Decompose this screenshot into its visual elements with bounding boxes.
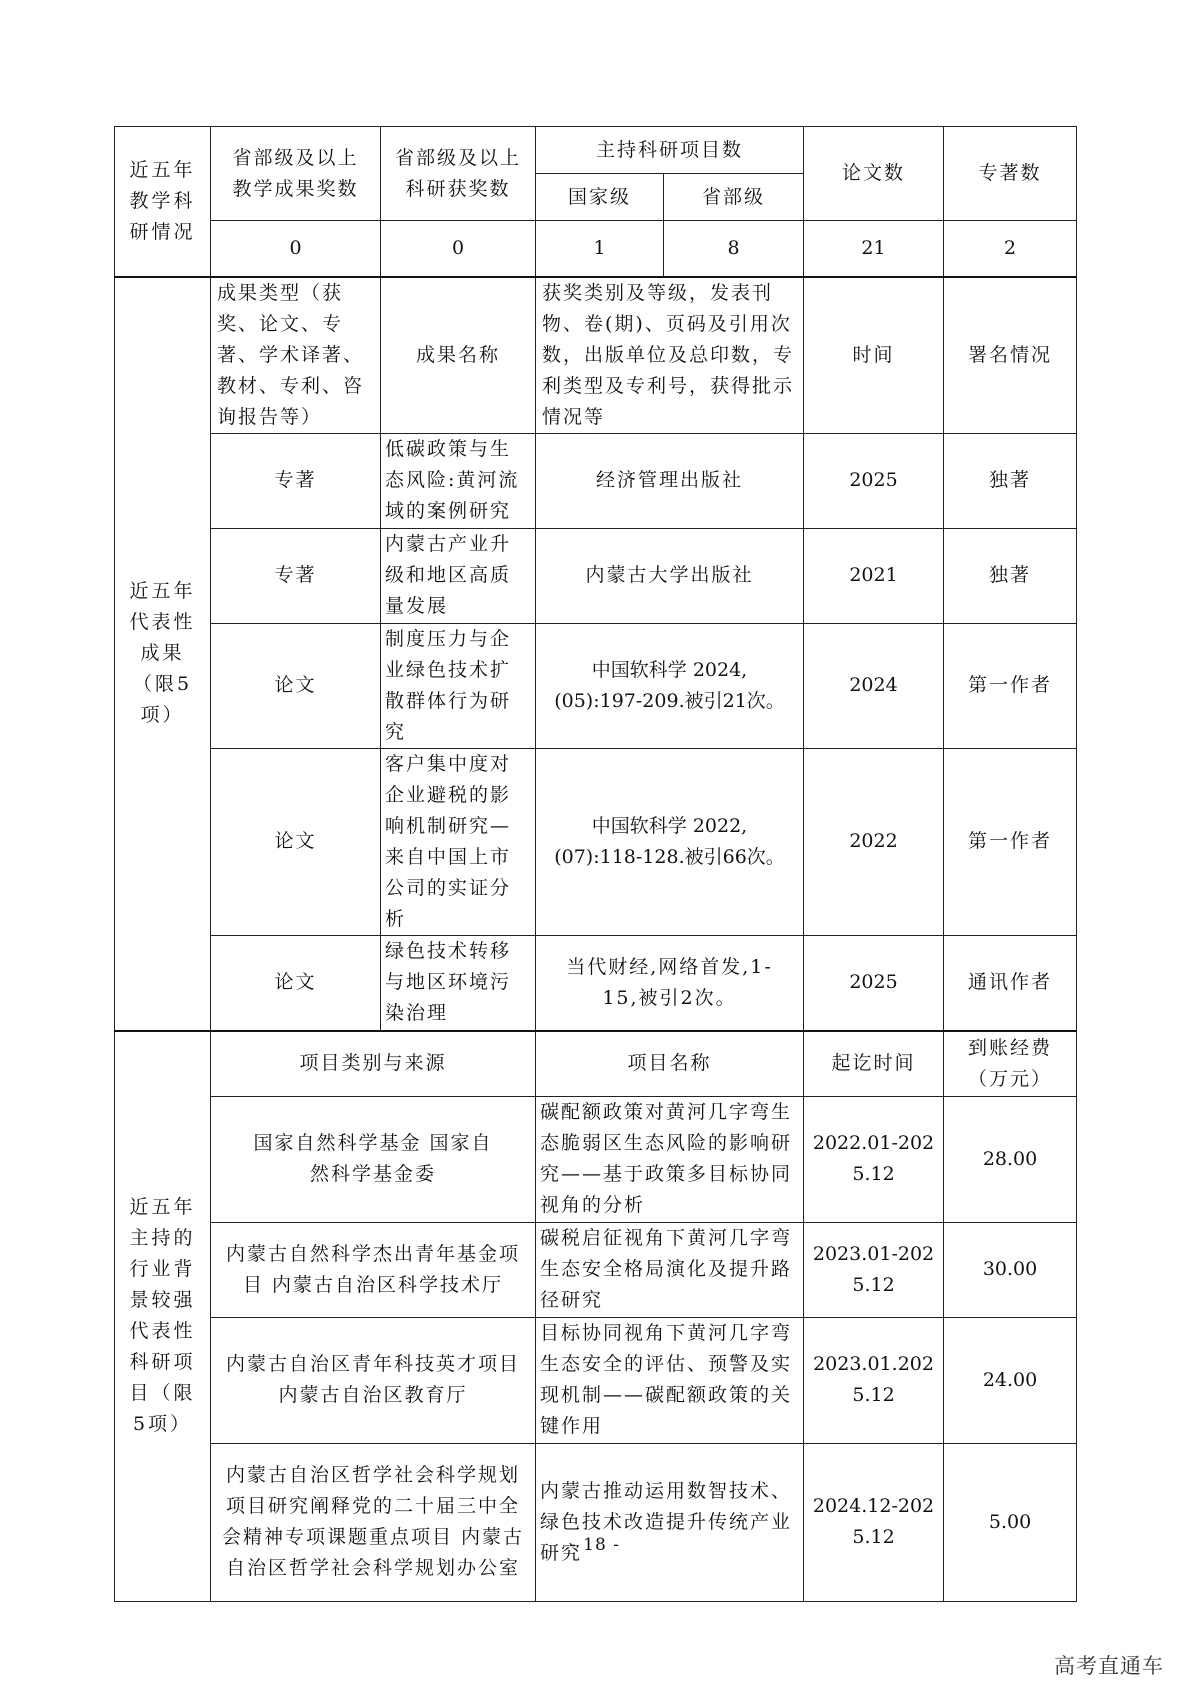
project-funding: 30.00 bbox=[944, 1222, 1077, 1317]
project-row bbox=[115, 1096, 1077, 1222]
achievement-detail: 中国软科学 2024,(05):197-209.被引21次。 bbox=[536, 623, 804, 748]
achievement-type-header: 成果类型（获奖、论文、专著、学术译著、教材、专利、咨询报告等） bbox=[211, 277, 381, 434]
project-funding: 28.00 bbox=[944, 1096, 1077, 1222]
project-name: 目标协同视角下黄河几字弯生态安全的评估、预警及实现机制——碳配额政策的关键作用 bbox=[536, 1317, 804, 1443]
achievement-row bbox=[115, 433, 1077, 528]
project-name-header: 项目名称 bbox=[536, 1031, 804, 1096]
achievement-time: 2025 bbox=[804, 935, 944, 1031]
achievement-detail: 内蒙古大学出版社 bbox=[536, 528, 804, 623]
national-header: 国家级 bbox=[536, 174, 664, 221]
achievement-authorship: 第一作者 bbox=[944, 623, 1077, 748]
project-row bbox=[115, 1443, 1077, 1601]
project-period: 2023.01-2025.12 bbox=[804, 1222, 944, 1317]
project-period: 2024.12-2025.12 bbox=[804, 1443, 944, 1601]
achievement-detail-header: 获奖类别及等级，发表刊物、卷(期)、页码及引用次数，出版单位及总印数，专利类型及专利号，获得批示情况等 bbox=[536, 277, 804, 434]
monographs-value: 2 bbox=[944, 221, 1077, 277]
achievement-name: 内蒙古产业升级和地区高质量发展 bbox=[381, 528, 536, 623]
monographs-header: 专著数 bbox=[944, 127, 1077, 221]
achievement-time: 2024 bbox=[804, 623, 944, 748]
achievements-row-label: 近五年代表性成果（限5项） bbox=[115, 277, 211, 1032]
project-name: 内蒙古推动运用数智技术、绿色技术改造提升传统产业研究 bbox=[536, 1443, 804, 1601]
achievement-detail: 经济管理出版社 bbox=[536, 433, 804, 528]
teaching-awards-header: 省部级及以上教学成果奖数 bbox=[211, 127, 381, 221]
project-period-header: 起讫时间 bbox=[804, 1031, 944, 1096]
project-category: 国家自然科学基金 国家自然科学基金委 bbox=[211, 1096, 536, 1222]
achievement-time: 2021 bbox=[804, 528, 944, 623]
project-row bbox=[115, 1222, 1077, 1317]
project-period: 2023.01.2025.12 bbox=[804, 1317, 944, 1443]
achievement-type: 论文 bbox=[211, 748, 381, 935]
project-funding-header: 到账经费（万元） bbox=[944, 1031, 1077, 1096]
achievement-detail: 中国软科学 2022,(07):118-128.被引66次。 bbox=[536, 748, 804, 935]
national-value: 1 bbox=[536, 221, 664, 277]
watermark: 高考直通车 bbox=[1054, 1654, 1164, 1678]
achievement-authorship: 第一作者 bbox=[944, 748, 1077, 935]
achievement-time: 2022 bbox=[804, 748, 944, 935]
project-funding: 5.00 bbox=[944, 1443, 1077, 1601]
achievement-time-header: 时间 bbox=[804, 277, 944, 434]
project-row bbox=[115, 1317, 1077, 1443]
achievement-name-header: 成果名称 bbox=[381, 277, 536, 434]
achievement-authorship: 通讯作者 bbox=[944, 935, 1077, 1031]
summary-row-label: 近五年教学科研情况 bbox=[115, 127, 211, 277]
achievement-type: 专著 bbox=[211, 433, 381, 528]
project-category: 内蒙古自然科学杰出青年基金项目 内蒙古自治区科学技术厅 bbox=[211, 1222, 536, 1317]
projects-row-label: 近五年主持的行业背景较强代表性科研项目（限5项） bbox=[115, 1031, 211, 1601]
provincial-value: 8 bbox=[664, 221, 804, 277]
research-summary-table bbox=[114, 126, 1077, 1602]
achievement-type: 论文 bbox=[211, 935, 381, 1031]
achievement-row bbox=[115, 935, 1077, 1031]
achievement-row bbox=[115, 623, 1077, 748]
achievement-row bbox=[115, 748, 1077, 935]
project-category: 内蒙古自治区青年科技英才项目 内蒙古自治区教育厅 bbox=[211, 1317, 536, 1443]
project-name: 碳税启征视角下黄河几字弯生态安全格局演化及提升路径研究 bbox=[536, 1222, 804, 1317]
achievement-authorship: 独著 bbox=[944, 433, 1077, 528]
page-number: - 18 - bbox=[570, 1535, 620, 1555]
achievement-detail: 当代财经,网络首发,1-15,被引2次。 bbox=[536, 935, 804, 1031]
project-category-header: 项目类别与来源 bbox=[211, 1031, 536, 1096]
achievement-authorship: 独著 bbox=[944, 528, 1077, 623]
achievement-name: 制度压力与企业绿色技术扩散群体行为研究 bbox=[381, 623, 536, 748]
teaching-awards-value: 0 bbox=[211, 221, 381, 277]
projects-count-header: 主持科研项目数 bbox=[536, 127, 804, 174]
project-funding: 24.00 bbox=[944, 1317, 1077, 1443]
achievement-authorship-header: 署名情况 bbox=[944, 277, 1077, 434]
achievement-time: 2025 bbox=[804, 433, 944, 528]
research-awards-value: 0 bbox=[381, 221, 536, 277]
achievement-name: 客户集中度对企业避税的影响机制研究—来自中国上市公司的实证分析 bbox=[381, 748, 536, 935]
project-category: 内蒙古自治区哲学社会科学规划项目研究阐释党的二十届三中全会精神专项课题重点项目 内蒙古自治区哲学社会科学规划办公室 bbox=[211, 1443, 536, 1601]
project-period: 2022.01-2025.12 bbox=[804, 1096, 944, 1222]
papers-header: 论文数 bbox=[804, 127, 944, 221]
research-awards-header: 省部级及以上科研获奖数 bbox=[381, 127, 536, 221]
achievement-name: 低碳政策与生态风险:黄河流域的案例研究 bbox=[381, 433, 536, 528]
provincial-header: 省部级 bbox=[664, 174, 804, 221]
achievement-type: 专著 bbox=[211, 528, 381, 623]
achievement-name: 绿色技术转移与地区环境污染治理 bbox=[381, 935, 536, 1031]
achievement-type: 论文 bbox=[211, 623, 381, 748]
papers-value: 21 bbox=[804, 221, 944, 277]
project-name: 碳配额政策对黄河几字弯生态脆弱区生态风险的影响研究——基于政策多目标协同视角的分析 bbox=[536, 1096, 804, 1222]
achievement-row bbox=[115, 528, 1077, 623]
